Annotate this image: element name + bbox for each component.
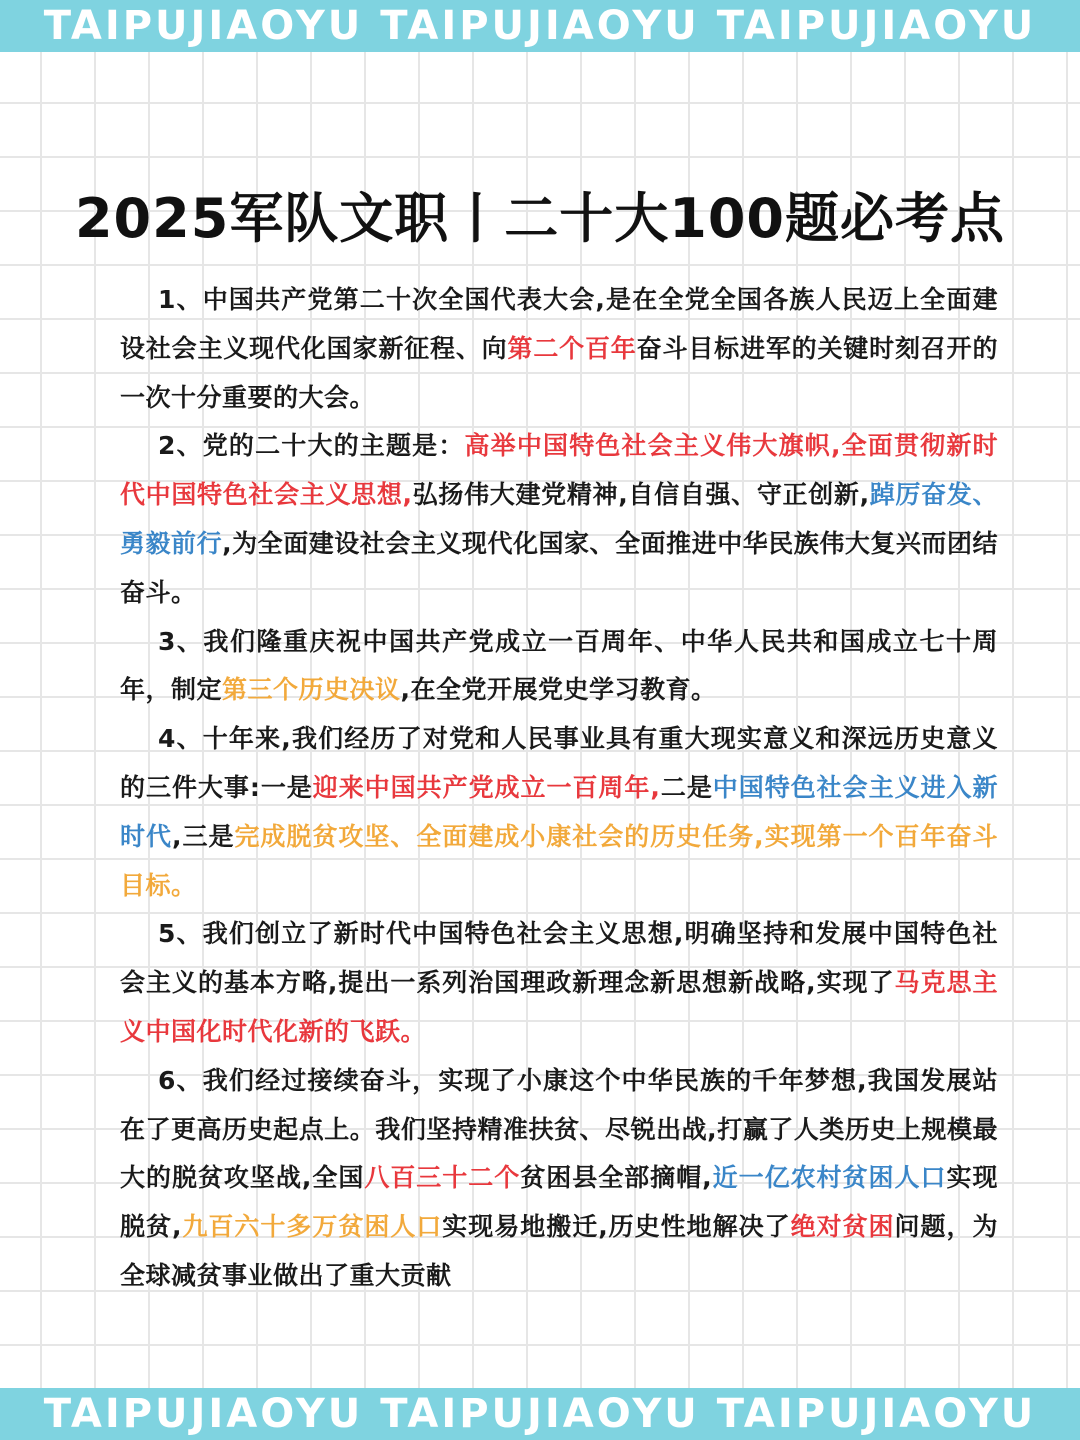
paragraph-6 [120,1057,998,1301]
paragraph-text: 二是 [660,772,713,802]
paragraph-text: 6、我们经过接续奋斗，实现了小康这个中华民族的千年梦想,我国发展站在了更高历史起点上。我们坚持精准扶贫、尽锐出战,打赢了人类历史上规模最大的脱贫攻坚战,全国 [120,1065,998,1193]
bottom-banner: TAIPUJIAOYU TAIPUJIAOYU TAIPUJIAOYU [0,1388,1080,1440]
paragraph-text: 贫困县全部摘帽, [520,1163,713,1193]
paragraph-text: 1、中国共产党第二十次全国代表大会,是在全党全国各族人民迈上全面建设社会主义现代化国家新征程、向 [120,285,998,363]
highlight-red: 第二个百年 [507,333,637,363]
paragraph-1 [120,276,998,422]
paragraph-text: 5、我们创立了新时代中国特色社会主义思想,明确坚持和发展中国特色社会主义的基本方略,提出一系列治国理政新理念新思想新战略,实现了 [120,919,998,998]
article-body [120,276,998,1301]
paragraph-text: ,为全面建设社会主义现代化国家、全面推进中华民族伟大复兴而团结奋斗。 [120,528,998,607]
paragraph-text: 弘扬伟大建党精神,自信自强、守正创新, [412,480,870,510]
paragraph-text: 实现易地搬迁,历史性地解决了 [442,1212,791,1242]
paragraph-3 [120,618,998,716]
paragraph-text: 问题，为全球减贫事业做出了重大贡献 [120,1212,998,1290]
highlight-blue: 中国特色社会主义进入新时代 [120,772,998,851]
paragraph-text: 4、十年来,我们经历了对党和人民事业具有重大现实意义和深远历史意义的三件大事:一是 [120,724,998,802]
paragraph-text: ,在全党开展党史学习教育。 [400,675,717,705]
highlight-red: 马克思主义中国化时代化新的飞跃。 [120,968,998,1046]
paragraph-text: ,三是 [171,821,235,851]
paragraph-2 [120,422,998,617]
paragraph-text: 3、我们隆重庆祝中国共产党成立一百周年、中华人民共和国成立七十周年，制定 [120,626,998,705]
paragraph-5 [120,910,998,1056]
paragraph-text: 2、党的二十大的主题是： [158,431,465,461]
highlight-red: 八百三十二个 [364,1163,521,1193]
highlight-red: 迎来中国共产党成立一百周年, [312,772,661,802]
page-title: 2025军队文职丨二十大100题必考点 [74,187,1005,251]
top-banner: TAIPUJIAOYU TAIPUJIAOYU TAIPUJIAOYU [0,0,1080,52]
highlight-orange: 九百六十多万贫困人口 [181,1212,443,1242]
paragraph-text: 实现脱贫, [120,1163,998,1242]
highlight-blue: 近一亿农村贫困人口 [712,1163,947,1193]
highlight-orange: 第三个历史决议 [222,675,401,705]
highlight-blue: 踔厉奋发、勇毅前行 [120,480,998,558]
highlight-red: 高举中国特色社会主义伟大旗帜,全面贯彻新时代中国特色社会主义思想, [120,431,998,510]
highlight-red: 绝对贫困 [790,1212,895,1242]
paragraph-text: 奋斗目标进军的关键时刻召开的一次十分重要的大会。 [120,333,998,412]
paragraph-4 [120,715,998,910]
highlight-orange: 完成脱贫攻坚、全面建成小康社会的历史任务,实现第一个百年奋斗目标。 [120,821,998,900]
